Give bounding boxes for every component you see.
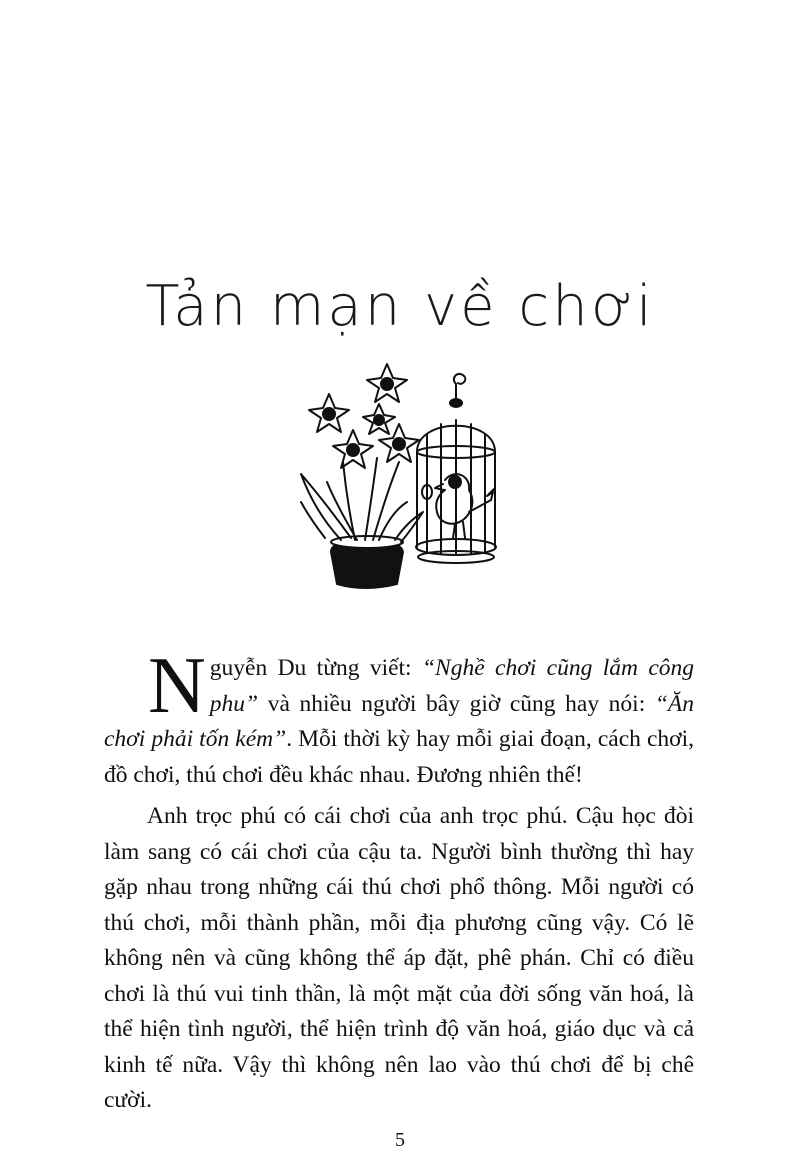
quote-an-choi: “Ăn chơi phải tốn kém” bbox=[104, 690, 694, 752]
paragraph-1-text-2: và nhiều người bây giờ cũng hay nói: bbox=[258, 690, 655, 717]
dropcap-letter: N bbox=[148, 642, 206, 730]
daffodil-pot-and-birdcage-icon bbox=[295, 362, 525, 592]
quote-nguyen-du: “Nghề chơi cũng lắm công phu” bbox=[209, 655, 694, 717]
paragraph-1-text-3: . Mỗi thời kỳ hay mỗi giai đoạn, cách chơi, đồ chơi, thú chơi đều khác nhau. Đương nhiên thế! bbox=[104, 726, 694, 788]
chapter-title: Tản mạn về chơi bbox=[145, 273, 655, 339]
page-number: 5 bbox=[395, 1129, 405, 1151]
paragraph-2: Anh trọc phú có cái chơi của anh trọc phú. Cậu học đòi làm sang có cái chơi của cậu ta. Người bình thường thì hay gặp nhau trong những cái thú chơi phổ thông. Mỗi người có thú chơi, mỗi thành phần, mỗi địa phương cũng vậy. Có lẽ không nên và cũng không thể áp đặt, phê phán. Chỉ có điều chơi là thú vui tinh thần, là một mặt của đời sống văn hoá, là thể hiện tình người, thể hiện trình độ văn hoá, giáo dục và cả kinh tế nữa. Vậy thì không nên lao vào thú chơi để bị chê cười. bbox=[104, 803, 694, 1113]
paragraph-1 bbox=[104, 642, 694, 793]
paragraph-1-text-1: guyễn Du từng viết: bbox=[209, 655, 422, 681]
